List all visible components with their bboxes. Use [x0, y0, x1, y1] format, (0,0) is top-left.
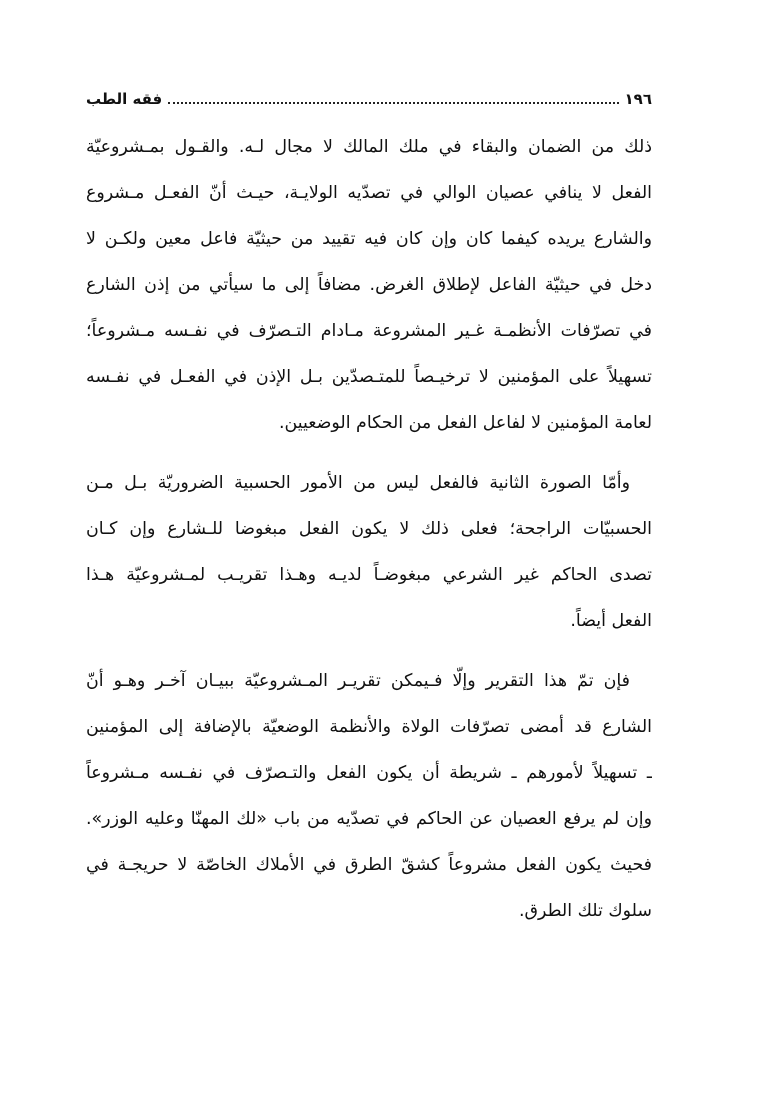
- text-line: فإن تمّ هذا التقرير وإلّا فـيمكن تقريـر المـشروعيّة ببيـان آخـر وهـو أنّ: [86, 671, 630, 691]
- paragraph: [86, 658, 652, 934]
- text-line: ـ تسهيلاً لأمورهم ـ شريطة أن يكون الفعل والتـصرّف في نفـسه مـشروعاً: [86, 763, 652, 783]
- text-line: تصدى الحاكم غير الشرعي مبغوضـاً لديـه وهـذا تقريـب لمـشروعيّة هـذا: [86, 565, 652, 585]
- text-line: سلوك تلك الطرق.: [519, 901, 652, 921]
- text-line: وأمّا الصورة الثانية فالفعل ليس من الأمور الحسبية الضروريّة بـل مـن: [86, 473, 630, 493]
- paragraph: [86, 460, 652, 644]
- text-line: فحيث يكون الفعل مشروعاً كشقّ الطرق في الأملاك الخاصّة لا حريجـة في: [86, 855, 652, 875]
- header-dotted-leader: [168, 102, 618, 104]
- book-title: فقه الطب: [86, 90, 163, 108]
- text-line: الحسبيّات الراجحة؛ فعلى ذلك لا يكون الفعل مبغوضا للـشارع وإن كـان: [86, 519, 652, 539]
- text-line: الفعل لا ينافي عصيان الوالي في تصدّيه الولايـة، حيـث أنّ الفعـل مـشروع: [86, 183, 652, 203]
- paragraph-gap: [86, 446, 652, 460]
- text-line: وإن لم يرفع العصيان عن الحاكم في تصدّيه من باب «لك المهنّا وعليه الوزر».: [86, 809, 652, 829]
- page-number: ١٩٦: [624, 90, 652, 108]
- text-line: الفعل أيضاً.: [570, 611, 652, 631]
- text-line: والشارع يريده كيفما كان وإن كان فيه تقييد من حيثيّة فاعل معين ولكـن لا: [86, 229, 652, 249]
- text-line: لعامة المؤمنين لا لفاعل الفعل من الحكام الوضعيين.: [279, 413, 652, 433]
- running-header: [86, 84, 652, 114]
- text-line: تسهيلاً على المؤمنين لا ترخيـصاً للمتـصدّين بـل الإذن في الفعـل في نفـسه: [86, 367, 652, 387]
- paragraph: [86, 124, 652, 446]
- text-line: دخل في حيثيّة الفاعل لإطلاق الغرض. مضافاً إلى ما سيأتي من إذن الشارع: [86, 275, 652, 295]
- text-line: الشارع قد أمضى تصرّفات الولاة والأنظمة الوضعيّة بالإضافة إلى المؤمنين: [86, 717, 652, 737]
- text-line: ذلك من الضمان والبقاء في ملك المالك لا مجال لـه. والقـول بمـشروعيّة: [86, 137, 652, 157]
- text-line: في تصرّفات الأنظمـة غـير المشروعة مـادام التـصرّف في نفـسه مـشروعاً؛: [86, 321, 652, 341]
- paragraph-gap: [86, 644, 652, 658]
- page-body: [86, 124, 652, 934]
